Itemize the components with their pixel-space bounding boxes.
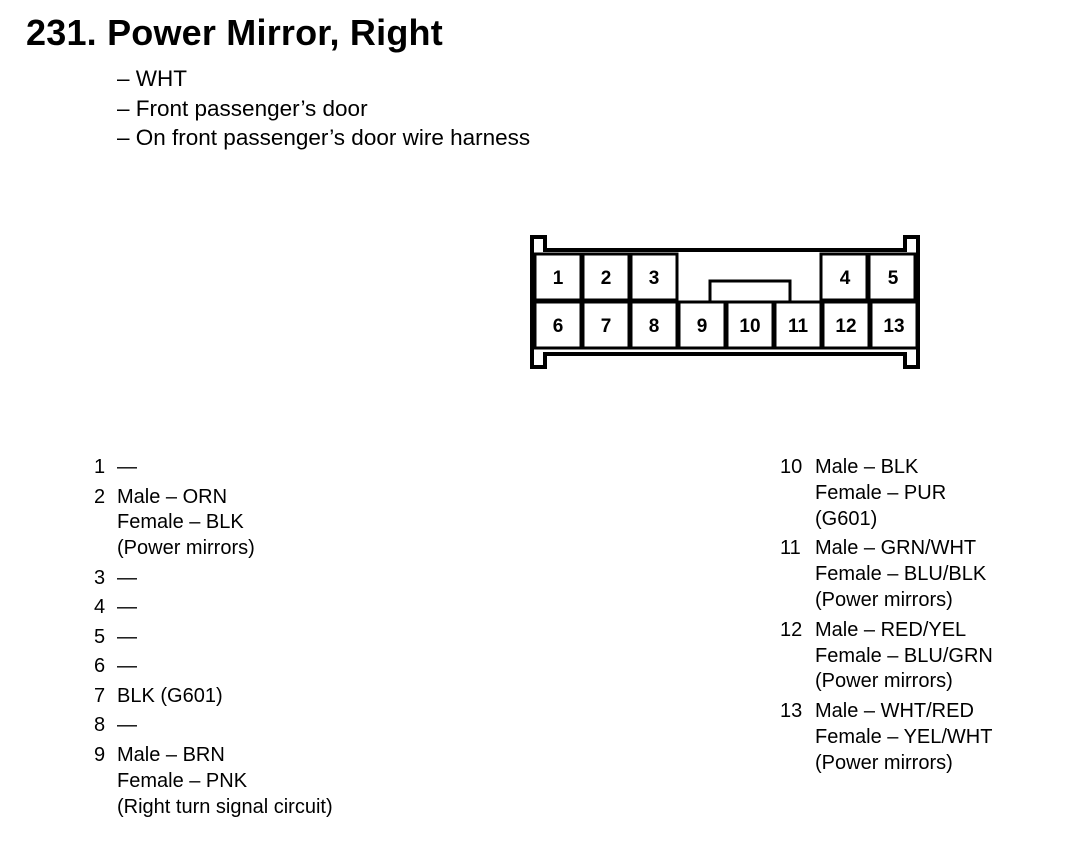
pin-description-line: (Power mirrors): [815, 589, 953, 612]
pin-description-line: Female – YEL/WHT: [815, 725, 993, 748]
pin-entry: [94, 455, 333, 481]
pin-entry: [780, 455, 993, 533]
pin-description: [815, 699, 992, 777]
pin-description-line: (Power mirrors): [815, 670, 953, 693]
pin-description: [117, 743, 333, 821]
connector-diagram: [527, 232, 927, 372]
pin-entry: [94, 743, 333, 821]
pin-number: 4: [839, 268, 851, 289]
pin-description-line: Male – BLK: [815, 456, 919, 478]
pin-entry: [94, 485, 333, 563]
pin-description-line: —: [117, 566, 137, 589]
connector-details: [117, 64, 530, 153]
pin-description-line: Male – GRN/WHT: [815, 537, 977, 560]
pin-number: 13: [883, 316, 905, 337]
pin-description: [815, 536, 986, 614]
pin-description: [815, 455, 946, 533]
pin-description-line: Female – BLK: [117, 511, 244, 534]
pin-description-line: —: [117, 596, 137, 619]
pin-entry: [780, 699, 993, 777]
pin-label: 9: [94, 743, 106, 766]
pin-description-line: (Power mirrors): [815, 751, 953, 774]
pin-description-line: Male – WHT/RED: [815, 699, 974, 722]
pin-description-line: —: [117, 714, 137, 737]
pin-label: 6: [94, 655, 106, 678]
pin-number: 5: [887, 268, 899, 289]
pin-number: 2: [600, 268, 612, 289]
pin-description-line: —: [117, 655, 137, 678]
pin-number: 9: [696, 316, 708, 337]
pin-description-line: Male – ORN: [117, 485, 228, 508]
pin-label: 8: [94, 714, 106, 737]
pin-description: [117, 684, 223, 710]
pin-description-line: Female – BLU/BLK: [815, 563, 987, 586]
page-title: 231. Power Mirror, Right: [26, 12, 443, 53]
pin-label: 7: [94, 684, 106, 707]
pin-number: 3: [648, 268, 660, 289]
pin-label: 11: [780, 537, 801, 560]
pin-number: 8: [648, 316, 660, 337]
pin-list-right: [780, 455, 993, 780]
pin-number: 10: [739, 316, 761, 337]
pin-description-line: Female – PUR: [815, 481, 947, 504]
pin-entry: [780, 618, 993, 696]
pin-label: 2: [94, 485, 106, 508]
pin-number: 7: [600, 316, 612, 337]
pin-list-left: [94, 455, 333, 824]
pin-entry: [780, 536, 993, 614]
connector-harness: – On front passenger’s door wire harness: [117, 125, 531, 150]
pin-number: 11: [787, 316, 809, 337]
pin-description-line: Female – BLU/GRN: [815, 644, 993, 667]
connector-color: – WHT: [117, 66, 187, 91]
pin-description-line: (Right turn signal circuit): [117, 795, 333, 818]
pin-description: [117, 455, 137, 481]
pin-label: 1: [94, 456, 106, 478]
pin-description-line: —: [117, 625, 137, 648]
pin-description-line: (G601): [815, 507, 878, 530]
pin-entry: [94, 566, 333, 592]
pin-description-line: Female – PNK: [117, 769, 248, 792]
pin-entry: [94, 713, 333, 739]
pin-description-line: Male – BRN: [117, 743, 225, 766]
pin-description-line: Male – RED/YEL: [815, 618, 967, 641]
pin-description: [117, 713, 137, 739]
pin-label: 10: [780, 456, 803, 478]
pin-label: 4: [94, 596, 106, 619]
pin-label: 13: [780, 699, 803, 722]
pin-description-line: (Power mirrors): [117, 537, 255, 560]
pin-entry: [94, 625, 333, 651]
pin-entry: [94, 684, 333, 710]
pin-label: 12: [780, 618, 803, 641]
pin-description: [815, 618, 993, 696]
pin-number: 12: [835, 316, 857, 337]
pin-description-line: —: [117, 456, 137, 478]
pin-description: [117, 595, 137, 621]
pin-entry: [94, 595, 333, 621]
connector-key: [710, 281, 790, 302]
pin-description: [117, 485, 255, 563]
connector-location: – Front passenger’s door: [117, 95, 368, 121]
pin-description-line: BLK (G601): [117, 684, 223, 707]
pin-number: 6: [552, 316, 564, 337]
pin-number: 1: [552, 268, 564, 289]
pin-entry: [94, 654, 333, 680]
pin-description: [117, 654, 137, 680]
pin-description: [117, 625, 137, 651]
pin-label: 5: [94, 625, 106, 648]
pin-description: [117, 566, 137, 592]
pin-label: 3: [94, 566, 106, 589]
